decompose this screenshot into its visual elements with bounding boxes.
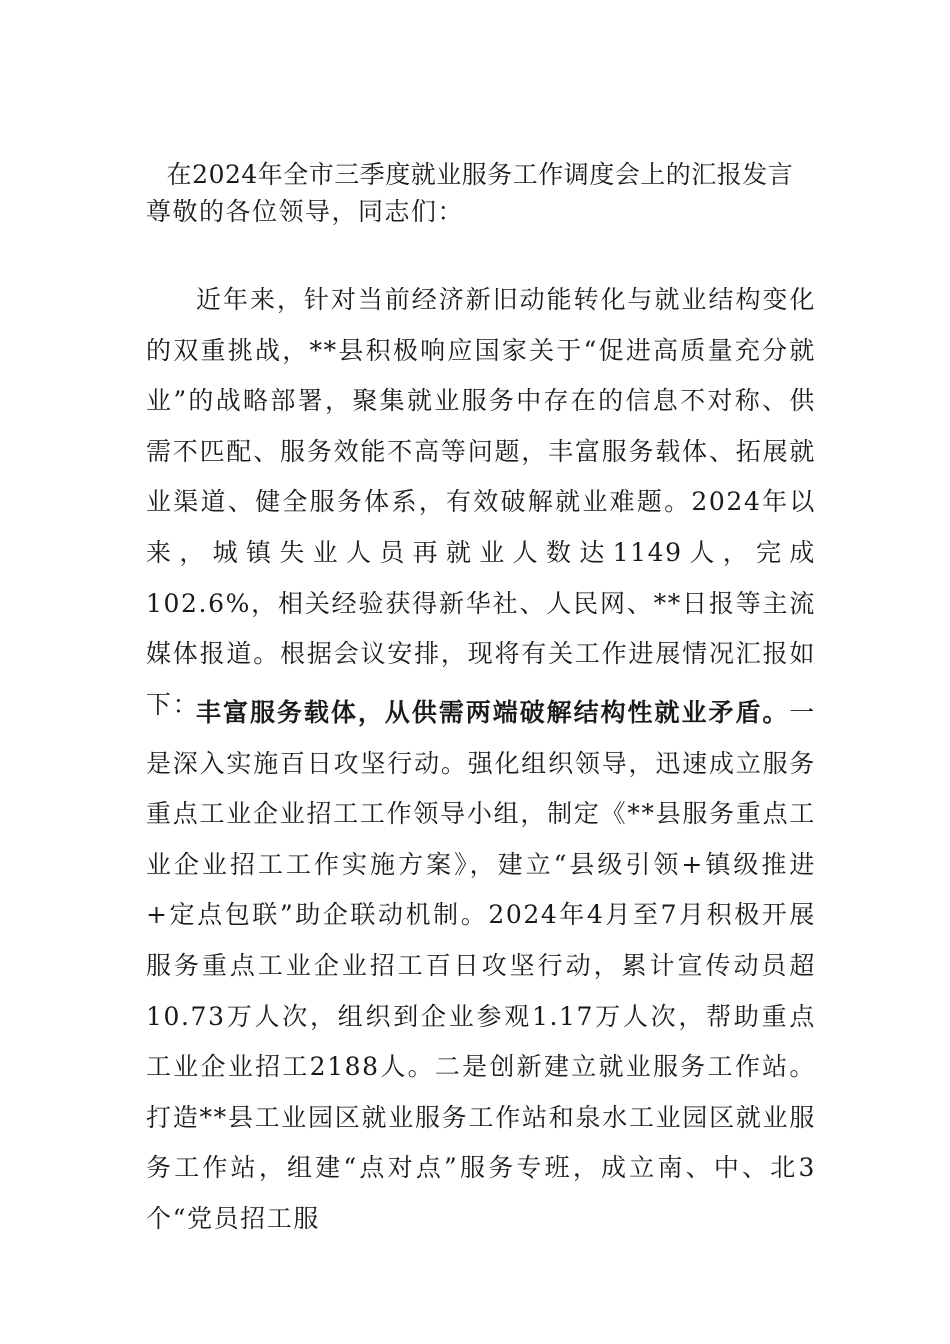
paragraph-lead-sentence: 丰富服务载体，从供需两端破解结构性就业矛盾。: [196, 698, 790, 727]
document-title: 在2024年全市三季度就业服务工作调度会上的汇报发言: [166, 160, 794, 189]
salutation: 尊敬的各位领导，同志们：: [146, 197, 465, 226]
paragraph-intro: [146, 275, 816, 730]
paragraph-service-carriers: [146, 688, 816, 1245]
paragraph-intro-text: 近年来，针对当前经济新旧动能转化与就业结构变化的双重挑战，**县积极响应国家关于“促进高质量充分就业”的战略部署，聚集就业服务中存在的信息不对称、供需不匹配、服务效能不高等问题，丰富服务载体、拓展就业渠道、健全服务体系，有效破解就业难题。2024年以来，城镇失业人员再就业人数达1149人，完成102.6%，相关经验获得新华社、人民网、**日报等主流媒体报道。根据会议安排，现将有关工作进展情况汇报如下：: [146, 285, 816, 719]
paragraph-body-text: 一是深入实施百日攻坚行动。强化组织领导，迅速成立服务重点工业企业招工工作领导小组，制定《**县服务重点工业企业招工工作实施方案》，建立“县级引领+镇级推进+定点包联”助企联动机制。2024年4月至7月积极开展服务重点工业企业招工百日攻坚行动，累计宣传动员超10.73万人次，组织到企业参观1.17万人次，帮助重点工业企业招工2188人。二是创新建立就业服务工作站。打造**县工业园区就业服务工作站和泉水工业园区就业服务工作站，组建“点对点”服务专班，成立南、中、北3个“党员招工服: [146, 698, 816, 1233]
